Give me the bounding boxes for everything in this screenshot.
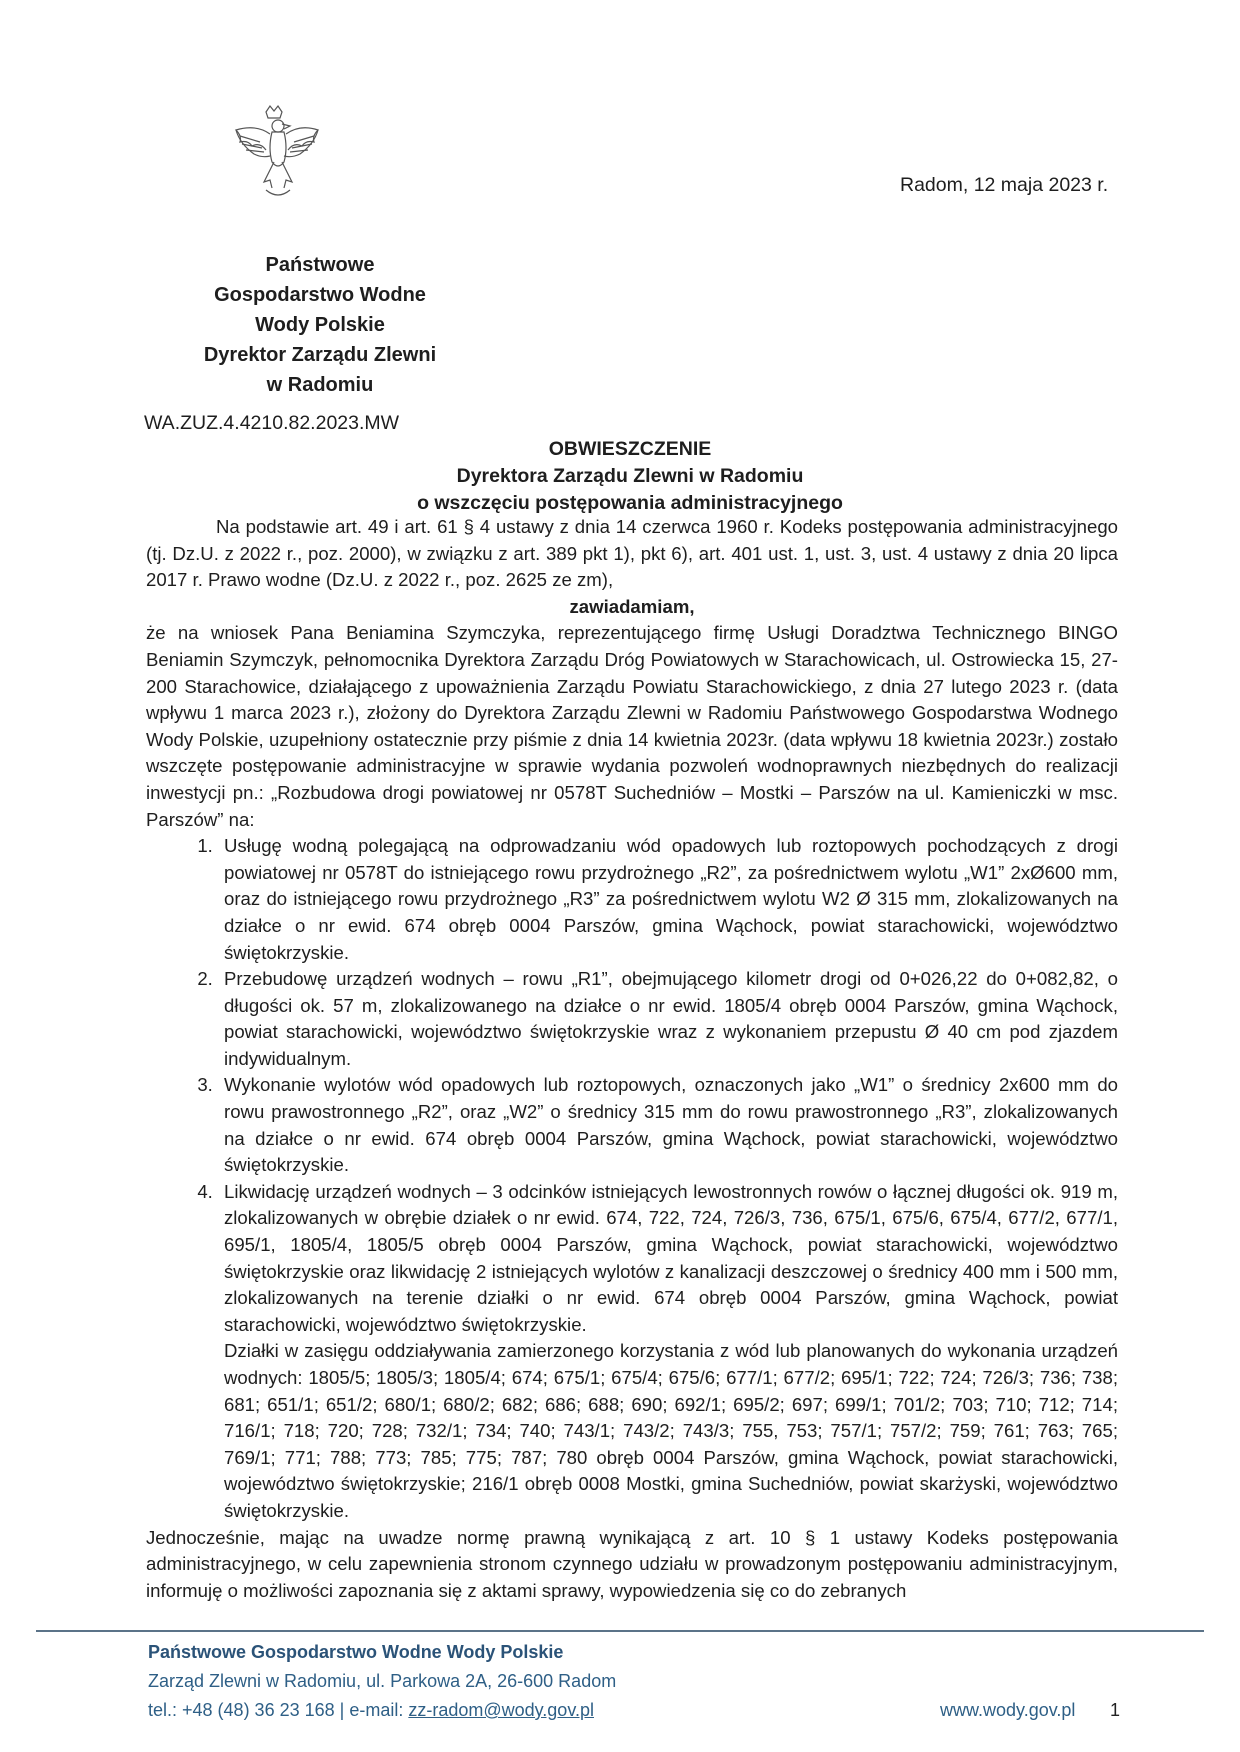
title-subheading: Dyrektora Zarządu Zlewni w Radomiu — [456, 465, 804, 487]
reference-number: WA.ZUZ.4.4210.82.2023.MW — [144, 412, 400, 434]
parcels-paragraph: Działki w zasięgu oddziaływania zamierzonego korzystania z wód lub planowanych do wykonania urządzeń wodnych: 1805/5; 1805/3; 1805/4; 674; 675/1; 675/4; 675/6; 677/1; 677/2; 695/1; 722; 724; 726/3; 736; 738; 681; 651/1; 651/2; 680/1; 680/2; 682; 686; 688; 690; 692/1; 695/2; 697; 699/1; 701/2; 703; 710; 712; 714; 716/1; 718; 720; 728; 732/1; 734; 740; 743/1; 743/2; 743/3; 755, 753; 757/1; 757/2; 759; 761; 763; 765; 769/1; 771; 788; 773; 785; 775; 787; 780 obręb 0004 Parszów, gmina Wąchock, powiat starachowicki, województwo świętokrzyskie; 216/1 obręb 0008 Mostki, gmina Suchedniów, powiat skarżyski, województwo świętokrzyskie. — [224, 1340, 1118, 1521]
document-body — [146, 514, 1118, 1604]
main-paragraph: że na wniosek Pana Beniamina Szymczyka, reprezentującego firmę Usługi Doradztwa Technicznego BINGO Beniamin Szymczyk, pełnomocnika Dyrektora Zarządu Dróg Powiatowych w Starachowicach, ul. Ostrowiecka 15, 27-200 Starachowice, działającego z upoważnienia Zarządu Powiatu Starachowickiego, z dnia 27 lutego 2023 r. (data wpływu 1 marca 2023 r.), złożony do Dyrektora Zarządu Zlewni w Radomiu Państwowego Gospodarstwa Wodnego Wody Polskie, uzupełniony ostatecznie przy piśmie z dnia 14 kwietnia 2023r. (data wpływu 18 kwietnia 2023r.) zostało wszczęte postępowanie administracyjne w sprawie wydania pozwoleń wodnoprawnych niezbędnych do realizacji inwestycji pn.: „Rozbudowa drogi powiatowej nr 0578T Suchedniów – Mostki – Parszów na ul. Kamieniczki w msc. Parszów” na: — [146, 622, 1118, 830]
issuer-line: Gospodarstwo Wodne — [214, 284, 426, 306]
issuer-line: w Radomiu — [266, 374, 374, 396]
list-item: 3. Wykonanie wylotów wód opadowych lub roztopowych, oznaczonych jako „W1” o średnicy 2x600 mm do rowu prawostronnego „R2”, oraz „W2” o średnicy 315 mm do rowu prawostronnego „R3”, zlokalizowanych na działce o nr ewid. 674 obręb 0004 Parszów, gmina Wąchock, powiat starachowicki, województwo świętokrzyskie. — [218, 1072, 1118, 1178]
notice-title — [380, 436, 880, 517]
numbered-list — [146, 833, 1118, 1338]
intro-paragraph: Na podstawie art. 49 i art. 61 § 4 ustawy z dnia 14 czerwca 1960 r. Kodeks postępowania administracyjnego (tj. Dz.U. z 2022 r., poz. 2000), w związku z art. 389 pkt 1), pkt 6), art. 401 ust. 1, ust. 3, ust. 4 ustawy z dnia 20 lipca 2017 r. Prawo wodne (Dz.U. z 2022 r., poz. 2625 ze zm), — [146, 516, 1118, 591]
notice-word: zawiadamiam, — [569, 595, 695, 617]
document-date: Radom, 12 maja 2023 r. — [900, 174, 1109, 196]
footer-organization: Państwowe Gospodarstwo Wodne Wody Polskie — [148, 1642, 564, 1662]
list-item: 1. Usługę wodną polegającą na odprowadzaniu wód opadowych lub roztopowych pochodzących z drogi powiatowej nr 0578T do istniejącego rowu przydrożnego „R2”, za pośrednictwem wylotu „W1” 2xØ600 mm, oraz do istniejącego rowu przydrożnego „R3” za pośrednictwem wylotu W2 Ø 315 mm, zlokalizowanych na działce o nr ewid. 674 obręb 0004 Parszów, gmina Wąchock, powiat starachowicki, województwo świętokrzyskie. — [218, 833, 1118, 966]
footer-contact — [148, 1696, 616, 1725]
issuer-line: Państwowe — [265, 254, 375, 276]
title-subheading: o wszczęciu postępowania administracyjnego — [417, 492, 843, 514]
issuer-line: Dyrektor Zarządu Zlewni — [203, 344, 437, 366]
footer — [148, 1638, 616, 1725]
closing-paragraph: Jednocześnie, mając na uwadze normę prawną wynikającą z art. 10 § 1 ustawy Kodeks postępowania administracyjnego, w celu zapewnienia stronom czynnego udziału w prowadzonym postępowaniu administracyjnym, informuję o możliwości zapoznania się z aktami sprawy, wypowiedzenia się co do zebranych — [146, 1526, 1118, 1601]
website-link[interactable]: www.wody.gov.pl — [940, 1700, 1076, 1720]
list-item: 2. Przebudowę urządzeń wodnych – rowu „R1”, obejmującego kilometr drogi od 0+026,22 do 0+082,82, o długości ok. 57 m, zlokalizowanego na działce o nr ewid. 1805/4 obręb 0004 Parszów, gmina Wąchock, powiat starachowicki, województwo świętokrzyskie wraz z wykonaniem przepustu Ø 40 cm pod zjazdem indywidualnym. — [218, 966, 1118, 1072]
footer-phone: tel.: +48 (48) 36 23 168 | e-mail: — [148, 1700, 409, 1720]
title-heading: OBWIESZCZENIE — [548, 438, 712, 460]
footer-address: Zarząd Zlewni w Radomiu, ul. Parkowa 2A, 26-600 Radom — [148, 1671, 617, 1691]
issuer-line: Wody Polskie — [255, 314, 385, 336]
footer-divider — [36, 1630, 1204, 1632]
footer-email-link[interactable]: zz-radom@wody.gov.pl — [408, 1700, 594, 1720]
polish-eagle-emblem-icon — [226, 104, 322, 204]
list-item: 4. Likwidację urządzeń wodnych – 3 odcinków istniejących lewostronnych rowów o łącznej długości ok. 919 m, zlokalizowanych w obrębie działek o nr ewid. 674, 722, 724, 726/3, 736, 675/1, 675/6, 675/4, 677/2, 677/1, 695/1, 1805/4, 1805/5 obręb 0004 Parszów, gmina Wąchock, powiat starachowicki, województwo świętokrzyskie oraz likwidację 2 istniejących wylotów z kanalizacji deszczowej o średnicy 400 mm i 500 mm, zlokalizowanych na terenie działki o nr ewid. 674 obręb 0004 Parszów, gmina Wąchock, powiat starachowicki, województwo świętokrzyskie. — [218, 1179, 1118, 1339]
issuer-block — [130, 250, 510, 400]
page-number: 1 — [1110, 1700, 1121, 1720]
